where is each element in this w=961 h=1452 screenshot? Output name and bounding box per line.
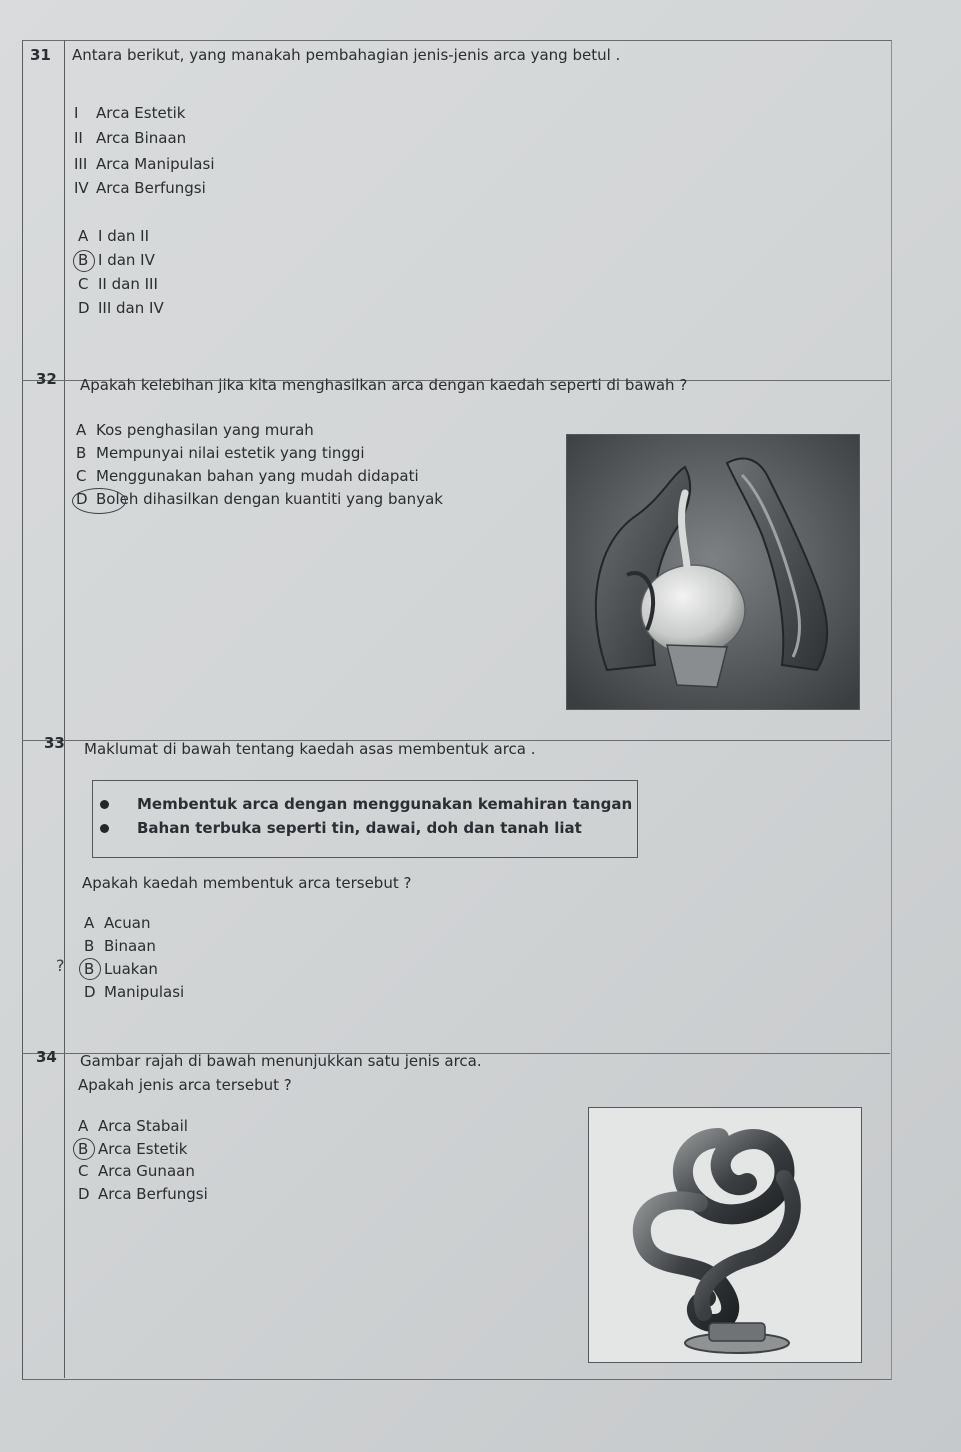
number-column-divider: [64, 40, 65, 1378]
answer-option-c[interactable]: C Arca Gunaan: [78, 1162, 195, 1180]
answer-option-a[interactable]: A Kos penghasilan yang murah: [76, 421, 314, 439]
metal-loop-sculpture-photo-icon: [588, 1107, 862, 1363]
answer-option-d[interactable]: D III dan IV: [78, 299, 164, 317]
answer-option-d[interactable]: D Manipulasi: [84, 983, 185, 1001]
answer-option-b[interactable]: B I dan IV: [78, 251, 155, 269]
statement-item: IV Arca Berfungsi: [74, 179, 206, 197]
pencil-circle-mark: [73, 1138, 95, 1160]
statement-item: II Arca Binaan: [74, 129, 187, 147]
answer-option-b[interactable]: B Binaan: [84, 937, 156, 955]
answer-option-a[interactable]: A Acuan: [84, 914, 151, 932]
margin-question-mark: ?: [56, 956, 65, 975]
question-number: 33: [44, 734, 65, 752]
question-number: 31: [30, 46, 51, 64]
answer-option-c[interactable]: C Menggunakan bahan yang mudah didapati: [76, 467, 419, 485]
statement-item: I Arca Estetik: [74, 104, 186, 122]
answer-option-a[interactable]: A I dan II: [78, 227, 150, 245]
answer-option-d[interactable]: D Arca Berfungsi: [78, 1185, 208, 1203]
question-prompt: Apakah jenis arca tersebut ?: [78, 1076, 292, 1094]
question-text: Antara berikut, yang manakah pembahagian jenis-jenis arca yang betul .: [72, 46, 621, 64]
bullet-icon: [100, 800, 109, 809]
answer-option-a[interactable]: A Arca Stabail: [78, 1117, 188, 1135]
info-bullet: Bahan terbuka seperti tin, dawai, doh dan tanah liat: [100, 819, 582, 837]
question-number: 34: [36, 1048, 57, 1066]
statement-item: III Arca Manipulasi: [74, 155, 215, 173]
answer-option-c[interactable]: C II dan III: [78, 275, 158, 293]
pencil-circle-mark: [79, 958, 101, 980]
answer-option-b[interactable]: B Mempunyai nilai estetik yang tinggi: [76, 444, 365, 462]
answer-option-b[interactable]: B Arca Estetik: [78, 1140, 188, 1158]
question-number: 32: [36, 370, 57, 388]
bullet-icon: [100, 824, 109, 833]
question-text: Gambar rajah di bawah menunjukkan satu jenis arca.: [80, 1052, 482, 1070]
pencil-circle-mark: [73, 250, 95, 272]
answer-option-c[interactable]: B Luakan: [84, 960, 158, 978]
question-text: Apakah kelebihan jika kita menghasilkan arca dengan kaedah seperti di bawah ?: [80, 376, 688, 394]
answer-option-d[interactable]: D Boleh dihasilkan dengan kuantiti yang banyak: [76, 490, 443, 508]
info-bullet: Membentuk arca dengan menggunakan kemahiran tangan: [100, 795, 632, 813]
pencil-circle-mark: [72, 488, 126, 514]
question-prompt: Apakah kaedah membentuk arca tersebut ?: [82, 874, 412, 892]
question-text: Maklumat di bawah tentang kaedah asas membentuk arca .: [84, 740, 536, 758]
apple-mould-photo-icon: [566, 434, 860, 710]
